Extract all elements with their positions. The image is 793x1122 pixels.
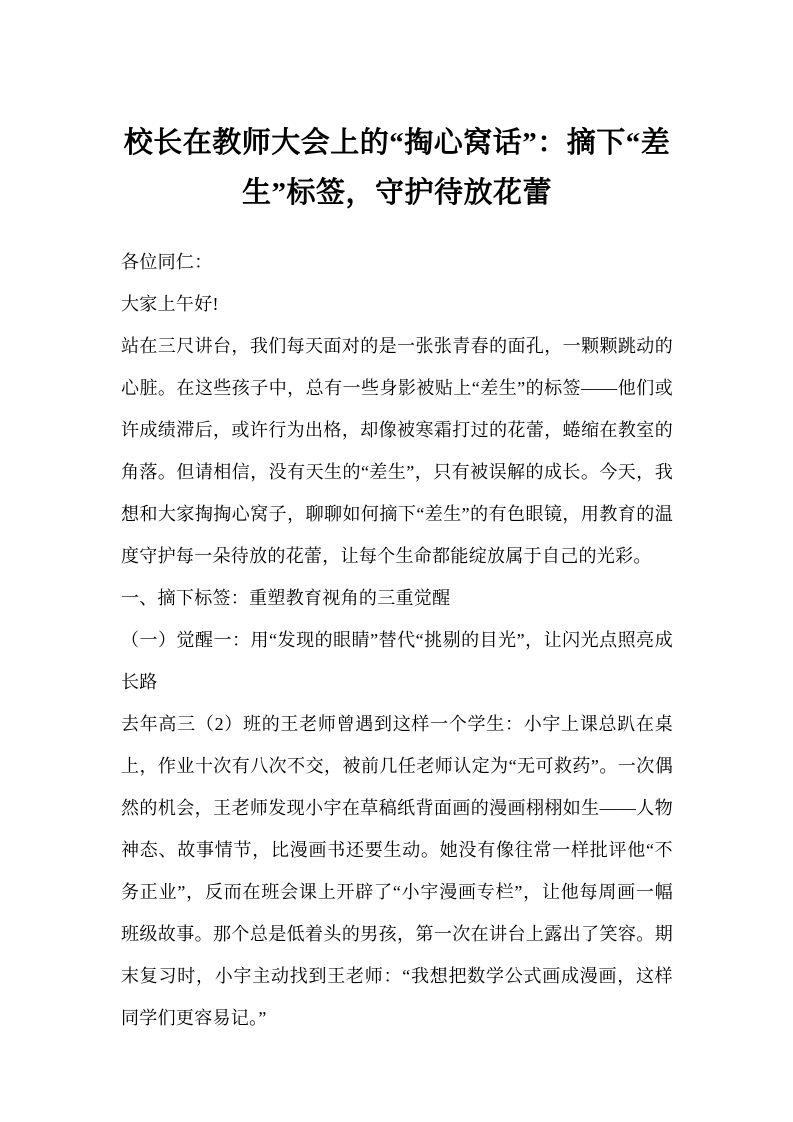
- paragraph-intro: 站在三尺讲台，我们每天面对的是一张张青春的面孔，一颗颗跳动的心脏。在这些孩子中，总有一些身影被贴上“差生”的标签——他们或许成绩滞后，或许行为出格，却像被寒霜打过的花蕾，蜷缩在教室的角落。但请相信，没有天生的“差生”，只有被误解的成长。今天，我想和大家掏掏心窝子，聊聊如何摘下“差生”的有色眼镜，用教育的温度守护每一朵待放的花蕾，让每个生命都能绽放属于自己的光彩。: [121, 336, 673, 566]
- paragraph-greeting: 大家上午好!: [121, 294, 219, 314]
- paragraph-salutation: 各位同仁：: [121, 252, 213, 272]
- section-heading-1: 一、摘下标签：重塑教育视角的三重觉醒: [121, 588, 451, 608]
- document-title: 校长在教师大会上的“掏心窝话”：摘下“差生”标签，守护待放花蕾: [123, 127, 671, 209]
- paragraph-story: 去年高三（2）班的王老师曾遇到这样一个学生：小宇上课总趴在桌上，作业十次有八次不交，被前几任老师认定为“无可救药”。一次偶然的机会，王老师发现小宇在草稿纸背面画的漫画栩栩如生——人物神态、故事情节，比漫画书还要生动。她没有像往常一样批评他“不务正业”，反而在班会课上开辟了“小宇漫画专栏”，让他每周画一幅班级故事。那个总是低着头的男孩，第一次在讲台上露出了笑容。期末复习时，小宇主动找到王老师：“我想把数学公式画成漫画，这样同学们更容易记。”: [121, 714, 673, 1028]
- subsection-heading-1-1: （一）觉醒一：用“发现的眼睛”替代“挑剔的目光”，让闪光点照亮成长路: [121, 630, 673, 692]
- document-body: [121, 241, 673, 1039]
